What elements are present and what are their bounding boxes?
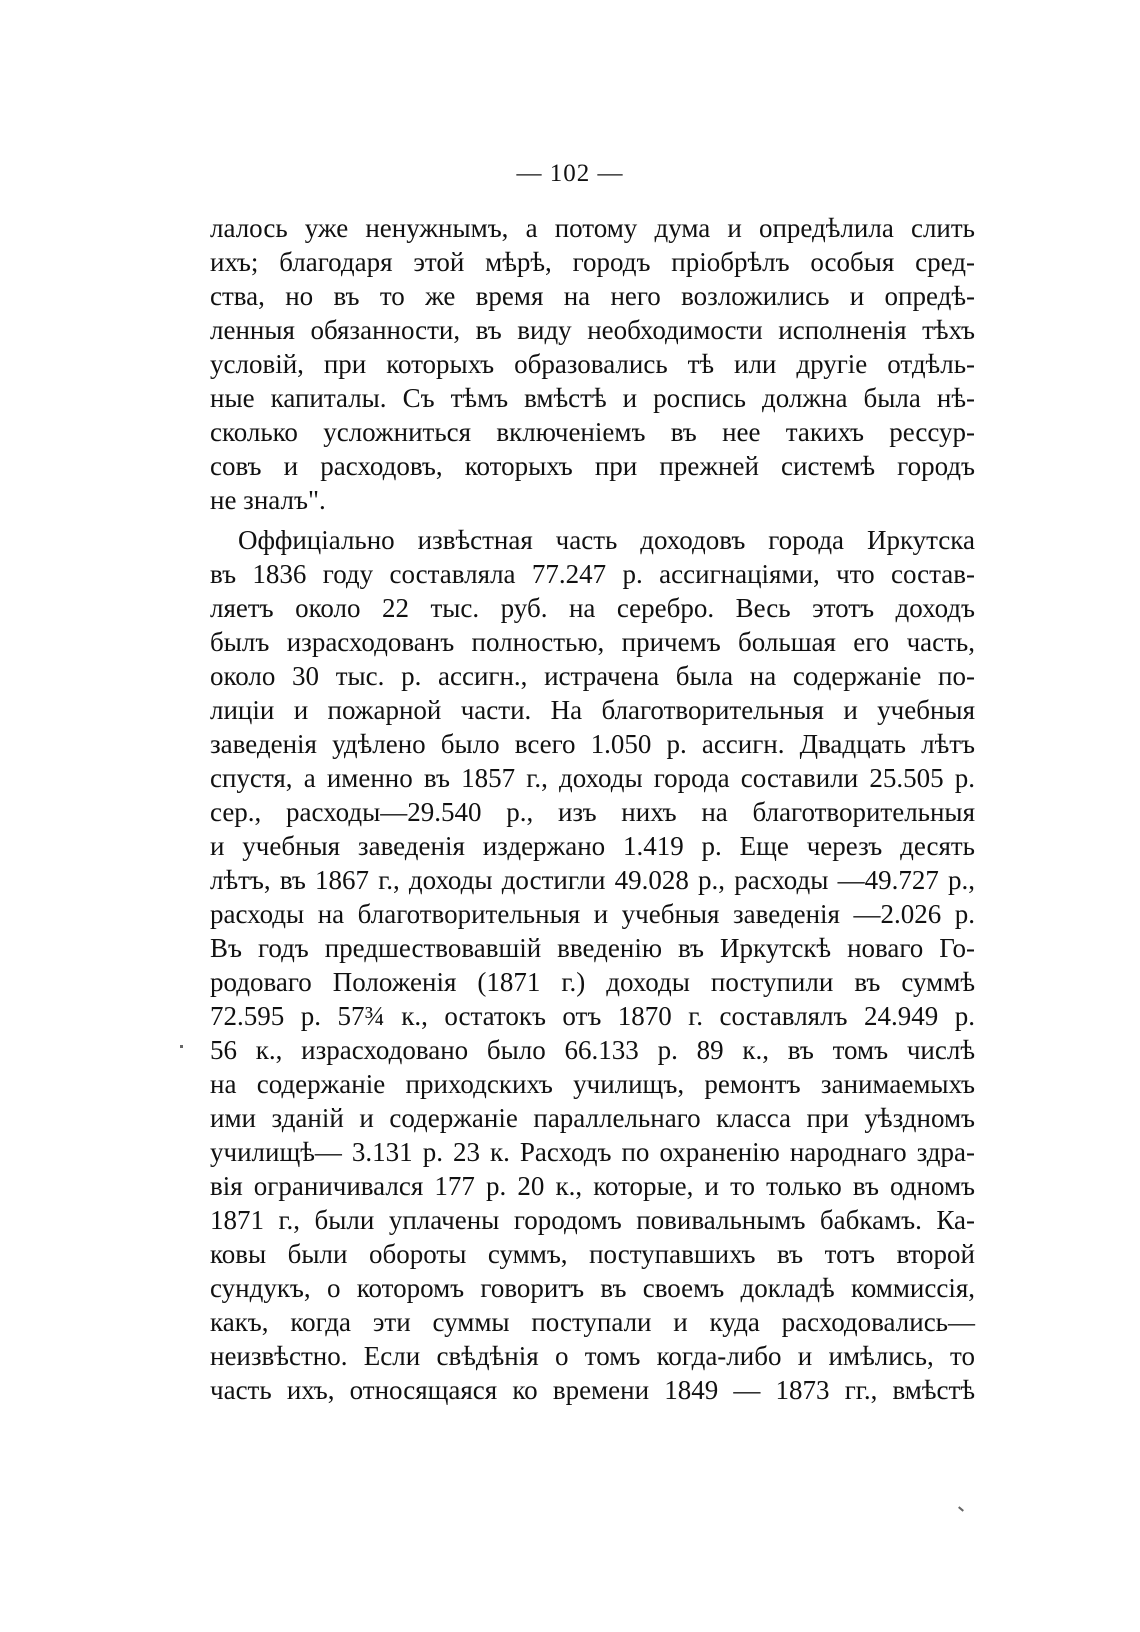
text-line: расходы на благотворительныя и учебныя заведенія —2.026 р. [210, 899, 975, 929]
text-line: ковы были обороты суммъ, поступавшихъ въ тотъ второй [210, 1239, 975, 1269]
text-line: лѣтъ, въ 1867 г., доходы достигли 49.028 р., расходы —49.727 р., [210, 865, 975, 895]
text-line: около 30 тыс. р. ассигн., истрачена была на содержаніе по- [210, 661, 975, 691]
text-line: сколько усложниться включеніемъ въ нее такихъ рессур- [210, 417, 975, 447]
body-text [210, 211, 975, 1407]
text-line: училищѣ— 3.131 р. 23 к. Расходъ по охраненію народнаго здра- [210, 1137, 975, 1167]
text-line: спустя, а именно въ 1857 г., доходы города составили 25.505 р. [210, 763, 975, 793]
text-line: ляетъ около 22 тыс. руб. на серебро. Весь этотъ доходъ [210, 593, 975, 623]
text-line: на содержаніе приходскихъ училищъ, ремонтъ занимаемыхъ [210, 1069, 975, 1099]
text-line: былъ израсходованъ полностью, причемъ большая его часть, [210, 627, 975, 657]
text-line: Въ годъ предшествовавшій введенію въ Иркутскѣ новаго Го- [210, 933, 975, 963]
paragraph-2 [210, 523, 975, 1407]
text-line: сер., расходы—29.540 р., изъ нихъ на благотворительныя [210, 797, 975, 827]
text-line: лалось уже ненужнымъ, а потому дума и опредѣлила слить [210, 213, 975, 243]
text-line: какъ, когда эти суммы поступали и куда расходовались— [210, 1307, 975, 1337]
text-line: заведенія удѣлено было всего 1.050 р. ассигн. Двадцать лѣтъ [210, 729, 975, 759]
text-line: 1871 г., были уплачены городомъ повивальнымъ бабкамъ. Ка- [210, 1205, 975, 1235]
text-line: Оффиціально извѣстная часть доходовъ города Иркутска [238, 525, 975, 555]
text-line: условій, при которыхъ образовались тѣ или другіе отдѣль- [210, 349, 975, 379]
scan-speck [958, 1506, 964, 1511]
page-number: — 102 — [516, 160, 624, 187]
text-line: ихъ; благодаря этой мѣрѣ, городъ пріобрѣлъ особыя сред- [210, 247, 975, 277]
text-line: сундукъ, о которомъ говоритъ въ своемъ докладѣ коммиссія, [210, 1273, 975, 1303]
scan-speck [180, 1045, 183, 1048]
text-line: и учебныя заведенія издержано 1.419 р. Еще черезъ десять [210, 831, 975, 861]
text-line: ства, но въ то же время на него возложились и опредѣ- [210, 281, 975, 311]
text-line: неизвѣстно. Если свѣдѣнія о томъ когда-либо и имѣлись, то [210, 1341, 975, 1371]
text-line: ими зданій и содержаніе параллельнаго класса при уѣздномъ [210, 1103, 975, 1133]
text-line: ные капиталы. Съ тѣмъ вмѣстѣ и роспись должна была нѣ- [210, 383, 975, 413]
text-line: ленныя обязанности, въ виду необходимости исполненія тѣхъ [210, 315, 975, 345]
text-line: въ 1836 году составляла 77.247 р. ассигнаціями, что состав- [210, 559, 975, 589]
text-line: вія ограничивался 177 р. 20 к., которые, и то только въ одномъ [210, 1171, 975, 1201]
text-line: не зналъ". [210, 485, 326, 515]
text-line: 56 к., израсходовано было 66.133 р. 89 к., въ томъ числѣ [210, 1035, 975, 1065]
text-line: совъ и расходовъ, которыхъ при прежней системѣ городъ [210, 451, 975, 481]
text-line: часть ихъ, относящаяся ко времени 1849 — 1873 гг., вмѣстѣ [210, 1375, 975, 1405]
text-line: 72.595 р. 57¾ к., остатокъ отъ 1870 г. составлялъ 24.949 р. [210, 1001, 975, 1031]
paragraph-1 [210, 211, 975, 517]
text-line: лиціи и пожарной части. На благотворительныя и учебныя [210, 695, 975, 725]
text-line: родоваго Положенія (1871 г.) доходы поступили въ суммѣ [210, 967, 975, 997]
